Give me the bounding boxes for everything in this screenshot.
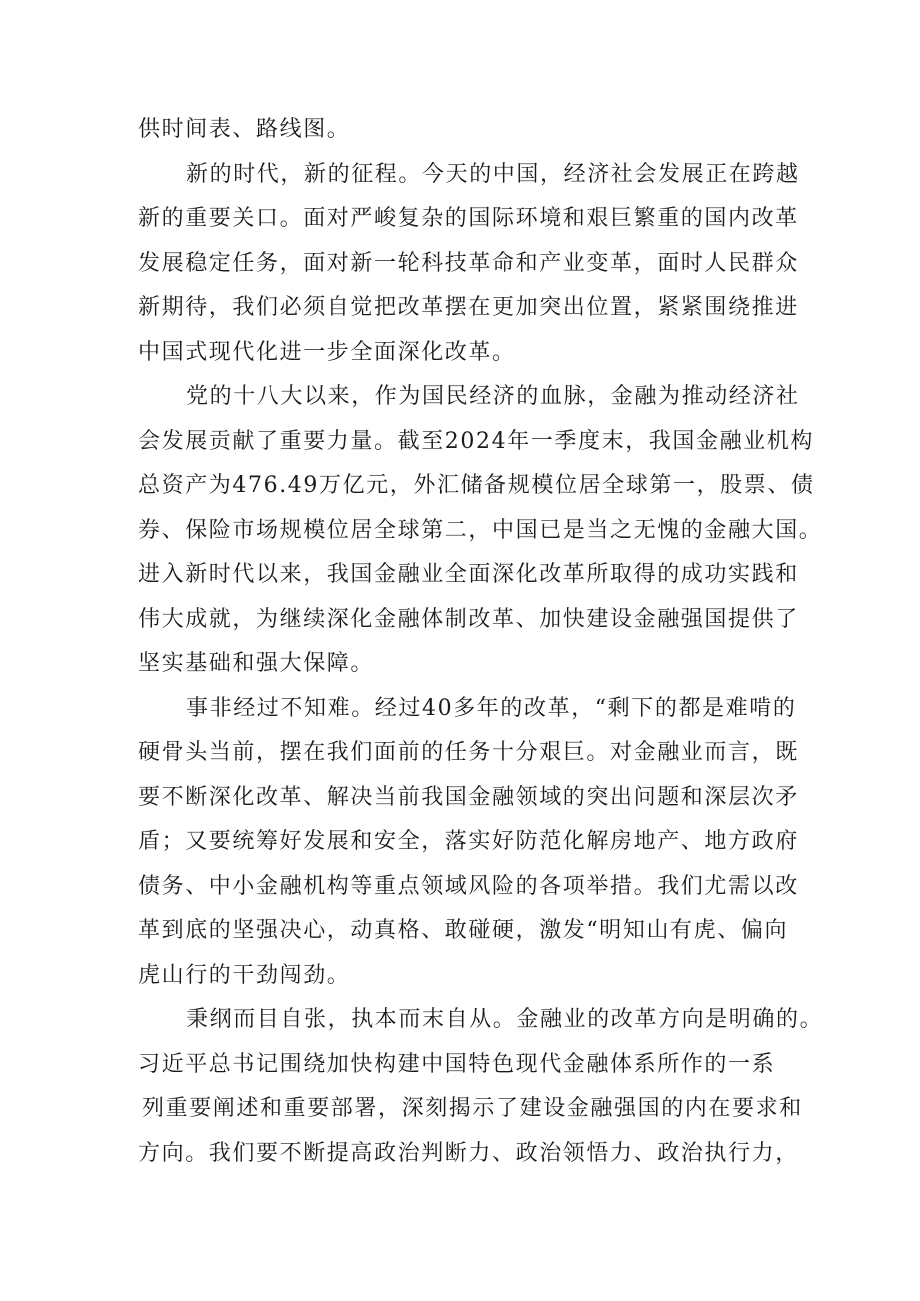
- text-line: 券、保险市场规模位居全球第二，中国已是当之无愧的金融大国。: [138, 517, 823, 543]
- text-line: 盾；又要统筹好发展和安全，落实好防范化解房地产、地方政府: [138, 829, 799, 854]
- text-line: 要不断深化改革、解决当前我国金融领域的突出问题和深层次矛: [138, 784, 799, 810]
- paragraph-start-line: 事非经过不知难。经过40多年的改革，“剩下的都是难啃的: [186, 695, 797, 721]
- text-line: 发展稳定任务，面对新一轮科技革命和产业变革，面时人民群众: [138, 250, 799, 276]
- text-line: 硬骨头当前，摆在我们面前的任务十分艰巨。对金融业而言，既: [138, 740, 799, 765]
- text-line: 会发展贡献了重要力量。截至2024年一季度末，我国金融业机构: [138, 428, 814, 454]
- text-line: 虎山行的干劲闯劲。: [138, 962, 351, 988]
- text-line: 方向。我们要不断提高政治判断力、政治领悟力、政治执行力，: [138, 1140, 799, 1166]
- text-line: 供时间表、路线图。: [138, 117, 351, 142]
- text-line: 列重要阐述和重要部署，深刻揭示了建设金融强国的内在要求和: [142, 1096, 803, 1121]
- text-line: 伟大成就，为继续深化金融体制改革、加快建设金融强国提供了: [138, 606, 799, 632]
- text-line: 总资产为476.49万亿元，外汇储备规模位居全球第一，股票、债: [138, 473, 815, 498]
- text-line: 习近平总书记围绕加快构建中国特色现代金融体系所作的一系: [138, 1051, 776, 1077]
- paragraph-start-line: 新的时代，新的征程。今天的中国，经济社会发展正在跨越: [186, 161, 800, 187]
- text-line: 新的重要关口。面对严峻复杂的国际环境和艰巨繁重的国内改革: [138, 206, 799, 231]
- paragraph-start-line: 秉纲而目自张，执本而末自从。金融业的改革方向是明确的。: [186, 1007, 824, 1032]
- text-line: 新期待，我们必须自觉把改革摆在更加突出位置，紧紧围绕推进: [138, 295, 799, 320]
- text-line: 革到底的坚强决心，动真格、敢碰硬，激发“明知山有虎、偏向: [138, 918, 789, 943]
- document-body: [138, 108, 824, 1176]
- text-line: 进入新时代以来，我国金融业全面深化改革所取得的成功实践和: [138, 562, 799, 587]
- paragraph-start-line: 党的十八大以来，作为国民经济的血脉，金融为推动经济社: [186, 384, 800, 409]
- text-line: 坚实基础和强大保障。: [138, 651, 375, 676]
- text-line: 中国式现代化进一步全面深化改革。: [138, 339, 516, 365]
- text-line: 债务、中小金融机构等重点领域风险的各项举措。我们尤需以改: [138, 873, 799, 899]
